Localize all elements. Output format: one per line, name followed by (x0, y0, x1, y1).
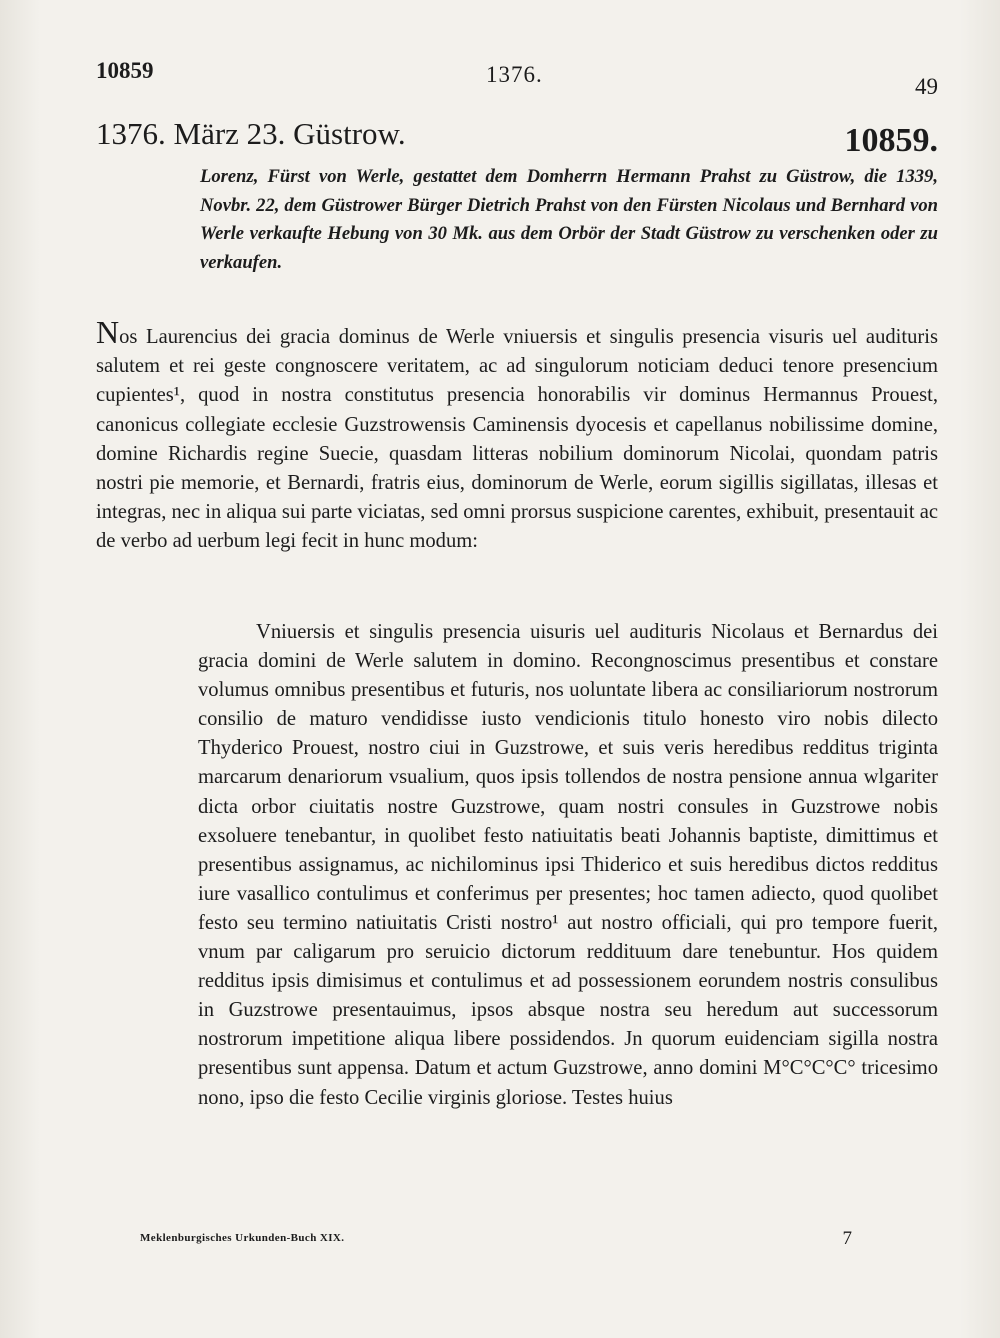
signature-mark: 7 (842, 1228, 852, 1249)
document-heading (96, 116, 938, 166)
book-title: Meklenburgisches Urkunden-Buch XIX. (140, 1232, 345, 1244)
running-head-year: 1376. (486, 62, 543, 87)
running-head (96, 58, 938, 98)
charter-text: Vniuersis et singulis presencia uisuris uel audituris Nicolaus et Bernardus dei gracia domini de Werle salutem in domino. Recongnoscimus presentibus et constare volumus omnibus presentibus et futuris, nos uoluntate libera ac consiliariorum nostrorum consilio de maturo vendidisse iusto vendicionis titulo honesto viro nobis dilecto Thyderico Prouest, nostro ciui in Guzstrowe, et suis veris heredibus redditus triginta marcarum denariorum vsualium, quos ipsis tollendos de nostra pensione annua wlgariter dicta orbor ciuitatis nostre Guzstrowe, quam nostri consules in Guzstrowe nobis exsoluere tenebantur, in quolibet festo natiuitatis beati Johannis baptiste, dimittimus et presentibus assignamus, ac nichilominus ipsi Thiderico et suis heredibus dictos redditus iure vasallico contulimus et conferimus per presentes; hoc tamen adiecto, quod quolibet festo seu termino natiuitatis Cristi nostro¹ aut nostro officiali, qui pro tempore fuerit, vnum par caligarum pro seruicio dictorum reddituum dare tenebuntur. Hos quidem redditus ipsis dimisimus et contulimus et ad possessionem eorundem nostris consulibus in Guzstrowe presentauimus, ipsos absque nostra seu heredum aut successorum nostrorum impetitione aliqua libere possidendos. Jn quorum euidenciam sigilla nostra presentibus sunt appensa. Datum et actum Guzstrowe, anno domini M°C°C°C° tricesimo nono, ipso die festo Cecilie virginis gloriose. Testes huius (198, 621, 938, 1109)
running-head-doc-number: 10859 (96, 58, 154, 83)
regest-summary: Lorenz, Fürst von Werle, gestattet dem Domherrn Hermann Prahst zu Güstrow, die 1339, Novbr. 22, dem Güstrower Bürger Dietrich Prahst von den Fürsten Nicolaus und Bernhard von Werle verkaufte Hebung von 30 Mk. aus dem Orbör der Stadt Güstrow zu verschenken oder zu verkaufen. (200, 166, 938, 273)
initial-letter: N (96, 314, 120, 350)
page-number: 49 (915, 74, 938, 99)
date-place: 1376. März 23. Güstrow. (96, 116, 406, 151)
page-footer (140, 1228, 852, 1256)
charter-quotation (198, 618, 938, 1113)
body-text: os Laurencius dei gracia dominus de Werle vniuersis et singulis presencia visuris uel audituris salutem et rei geste congnoscere veritatem, ac ad singulorum noticiam deduci tenore presencium cupientes¹, quod in nostra constitutus presencia honorabilis vir dominus Hermannus Prouest, canonicus collegiate ecclesie Guzstrowensis Caminensis dyocesis et capellanus nobilissime domine, domine Richardis regine Suecie, quasdam litteras nobilium dominorum Nicolai, quondam patris nostri pie memorie, et Bernardi, fratris eius, dominorum de Werle, eorum sigillis sigillatas, illesas et integras, nec in aliqua sui parte viciatas, sed omni prorsus suspicione carentes, exhibuit, presentauit ac de verbo ad uerbum legi fecit in hunc modum: (96, 326, 938, 553)
document-number: 10859. (844, 122, 938, 159)
body-paragraph (96, 314, 938, 557)
